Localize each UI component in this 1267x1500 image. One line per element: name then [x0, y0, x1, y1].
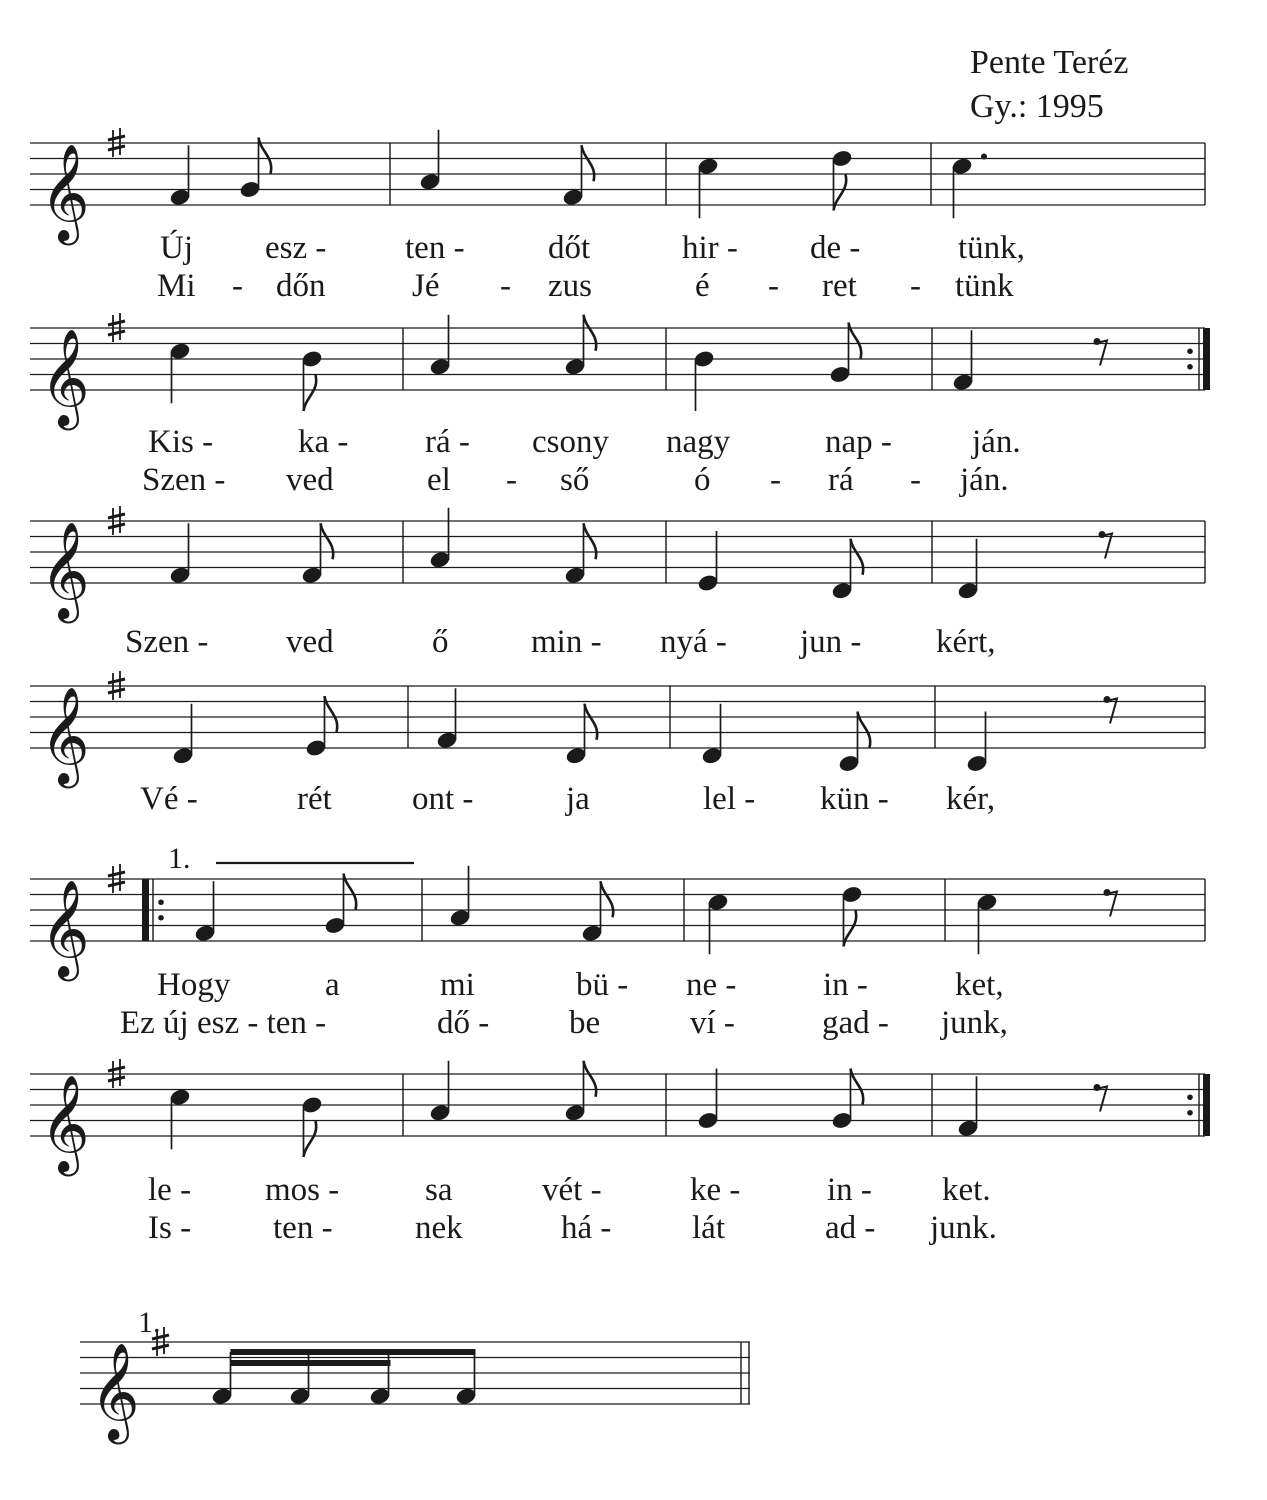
lyric-syllable: lát: [692, 1210, 725, 1246]
alternate-ending-number: 1.: [138, 1306, 161, 1339]
key-signature-sharp-icon: [152, 1345, 169, 1349]
treble-clef-icon: 𝄞: [40, 143, 90, 241]
beam: [231, 1349, 476, 1355]
composer-credit: Pente Teréz: [970, 44, 1129, 81]
repeat-barline-thick: [1203, 1074, 1210, 1136]
repeat-dot: [158, 915, 164, 921]
lyric-syllable: ső: [560, 462, 590, 498]
key-signature-sharp-icon: [108, 689, 125, 693]
eighth-flag-icon: [584, 523, 597, 559]
lyric-syllable: a: [325, 967, 340, 1003]
treble-clef-icon: 𝄞: [40, 328, 90, 426]
lyric-syllable: -: [500, 268, 511, 304]
treble-clef-icon: 𝄞: [40, 1074, 90, 1172]
key-signature-sharp-icon: [108, 1077, 125, 1081]
lyric-syllable: in -: [823, 967, 868, 1003]
key-signature-sharp-icon: [108, 514, 125, 518]
lyric-syllable: ján.: [960, 462, 1009, 498]
lyric-syllable: ket,: [955, 967, 1004, 1003]
treble-clef-icon: 𝄞: [90, 1342, 140, 1440]
lyric-syllable: sa: [425, 1172, 453, 1208]
treble-clef-icon: 𝄞: [40, 686, 90, 784]
lyric-syllable: bü -: [576, 967, 629, 1003]
repeat-dot: [1187, 1094, 1193, 1100]
lyric-syllable: -: [506, 462, 517, 498]
lyric-syllable: Is -: [148, 1210, 192, 1246]
lyric-syllable: ja: [566, 781, 590, 817]
lyric-syllable: ő: [432, 624, 449, 660]
treble-clef-icon: 𝄞: [40, 879, 90, 977]
lyric-syllable: Ez új esz - ten -: [120, 1005, 327, 1041]
repeat-dot: [158, 899, 164, 905]
lyric-syllable: ved: [286, 624, 334, 660]
key-signature-sharp-icon: [108, 146, 125, 150]
lyric-syllable: nek: [415, 1210, 463, 1246]
lyric-syllable: rá: [828, 462, 854, 498]
eighth-flag-icon: [584, 315, 597, 351]
lyric-syllable: é: [695, 268, 710, 304]
lyric-syllable: lel -: [703, 781, 756, 817]
lyric-syllable: ke -: [690, 1172, 741, 1208]
lyric-syllable: kün -: [820, 781, 889, 817]
lyric-syllable: kér,: [946, 781, 996, 817]
lyric-syllable: hir -: [682, 230, 738, 266]
lyric-syllable: -: [910, 462, 921, 498]
treble-clef-icon: 𝄞: [40, 521, 90, 619]
lyric-syllable: rá -: [425, 424, 470, 460]
key-signature-sharp-icon: [108, 321, 125, 325]
lyric-syllable: -: [232, 268, 243, 304]
lyric-syllable: ten -: [273, 1210, 333, 1246]
lyric-syllable: el: [427, 462, 451, 498]
lyric-syllable: mi: [440, 967, 475, 1003]
key-signature-sharp-icon: [108, 136, 125, 140]
lyric-syllable: Szen -: [125, 624, 209, 660]
repeat-dot: [1187, 1110, 1193, 1116]
key-signature-sharp-icon: [108, 882, 125, 886]
lyric-syllable: ján.: [972, 424, 1021, 460]
key-signature-sharp-icon: [108, 1067, 125, 1071]
lyric-syllable: Jé: [412, 268, 440, 304]
lyric-syllable: jun -: [800, 624, 862, 660]
eighth-flag-icon: [304, 375, 317, 411]
eighth-flag-icon: [304, 1121, 317, 1157]
key-signature-sharp-icon: [108, 331, 125, 335]
lyric-syllable: nyá -: [660, 624, 727, 660]
lyric-syllable: min -: [531, 624, 602, 660]
beam: [231, 1360, 391, 1366]
lyric-syllable: ten -: [405, 230, 465, 266]
lyric-syllable: Vé -: [140, 781, 198, 817]
lyric-syllable: nap -: [825, 424, 892, 460]
lyric-syllable: Szen -: [142, 462, 226, 498]
lyric-syllable: dőn: [276, 268, 326, 304]
lyric-syllable: be: [569, 1005, 601, 1041]
repeat-barline-thick: [142, 879, 149, 941]
collection-date: Gy.: 1995: [970, 88, 1104, 125]
lyric-syllable: -: [768, 268, 779, 304]
lyric-syllable: ka -: [298, 424, 349, 460]
lyric-syllable: in -: [827, 1172, 872, 1208]
lyric-syllable: -: [770, 462, 781, 498]
lyric-syllable: Új: [160, 230, 193, 266]
lyric-syllable: esz -: [265, 230, 327, 266]
key-signature-sharp-icon: [108, 679, 125, 683]
lyric-syllable: ved: [286, 462, 334, 498]
repeat-dot: [1187, 348, 1193, 354]
eighth-flag-icon: [582, 145, 595, 181]
lyric-syllable: vét -: [542, 1172, 602, 1208]
lyric-syllable: dő -: [437, 1005, 490, 1041]
lyric-syllable: tünk: [955, 268, 1014, 304]
lyric-syllable: de -: [810, 230, 861, 266]
lyric-syllable: Kis -: [148, 424, 214, 460]
lyric-syllable: Mi: [157, 268, 196, 304]
eighth-flag-icon: [585, 704, 598, 740]
lyric-syllable: zus: [548, 268, 592, 304]
key-signature-sharp-icon: [108, 872, 125, 876]
key-signature-sharp-icon: [108, 524, 125, 528]
lyric-syllable: ví -: [690, 1005, 735, 1041]
lyric-syllable: rét: [297, 781, 332, 817]
lyric-syllable: dőt: [548, 230, 591, 266]
lyric-syllable: ket.: [942, 1172, 991, 1208]
eighth-flag-icon: [851, 539, 864, 575]
augmentation-dot: [981, 154, 987, 160]
first-ending-number: 1.: [168, 842, 191, 875]
lyric-syllable: ne -: [686, 967, 737, 1003]
eighth-flag-icon: [601, 881, 614, 917]
lyric-syllable: junk,: [941, 1005, 1008, 1041]
lyric-syllable: Hogy: [157, 967, 231, 1003]
lyric-syllable: nagy: [666, 424, 731, 460]
eighth-flag-icon: [321, 523, 334, 559]
lyric-syllable: csony: [532, 424, 609, 460]
lyric-syllable: tünk,: [958, 230, 1025, 266]
repeat-barline-thick: [1203, 328, 1210, 390]
lyric-syllable: ad -: [825, 1210, 876, 1246]
lyric-syllable: mos -: [265, 1172, 340, 1208]
eighth-flag-icon: [584, 1061, 597, 1097]
lyric-syllable: ont -: [412, 781, 474, 817]
lyric-syllable: gad -: [822, 1005, 889, 1041]
lyric-syllable: kért,: [936, 624, 996, 660]
lyric-syllable: há -: [561, 1210, 612, 1246]
repeat-dot: [1187, 364, 1193, 370]
lyric-syllable: -: [910, 268, 921, 304]
lyric-syllable: junk.: [930, 1210, 997, 1246]
lyric-syllable: ó: [694, 462, 711, 498]
lyric-syllable: le -: [148, 1172, 192, 1208]
lyric-syllable: ret: [822, 268, 857, 304]
